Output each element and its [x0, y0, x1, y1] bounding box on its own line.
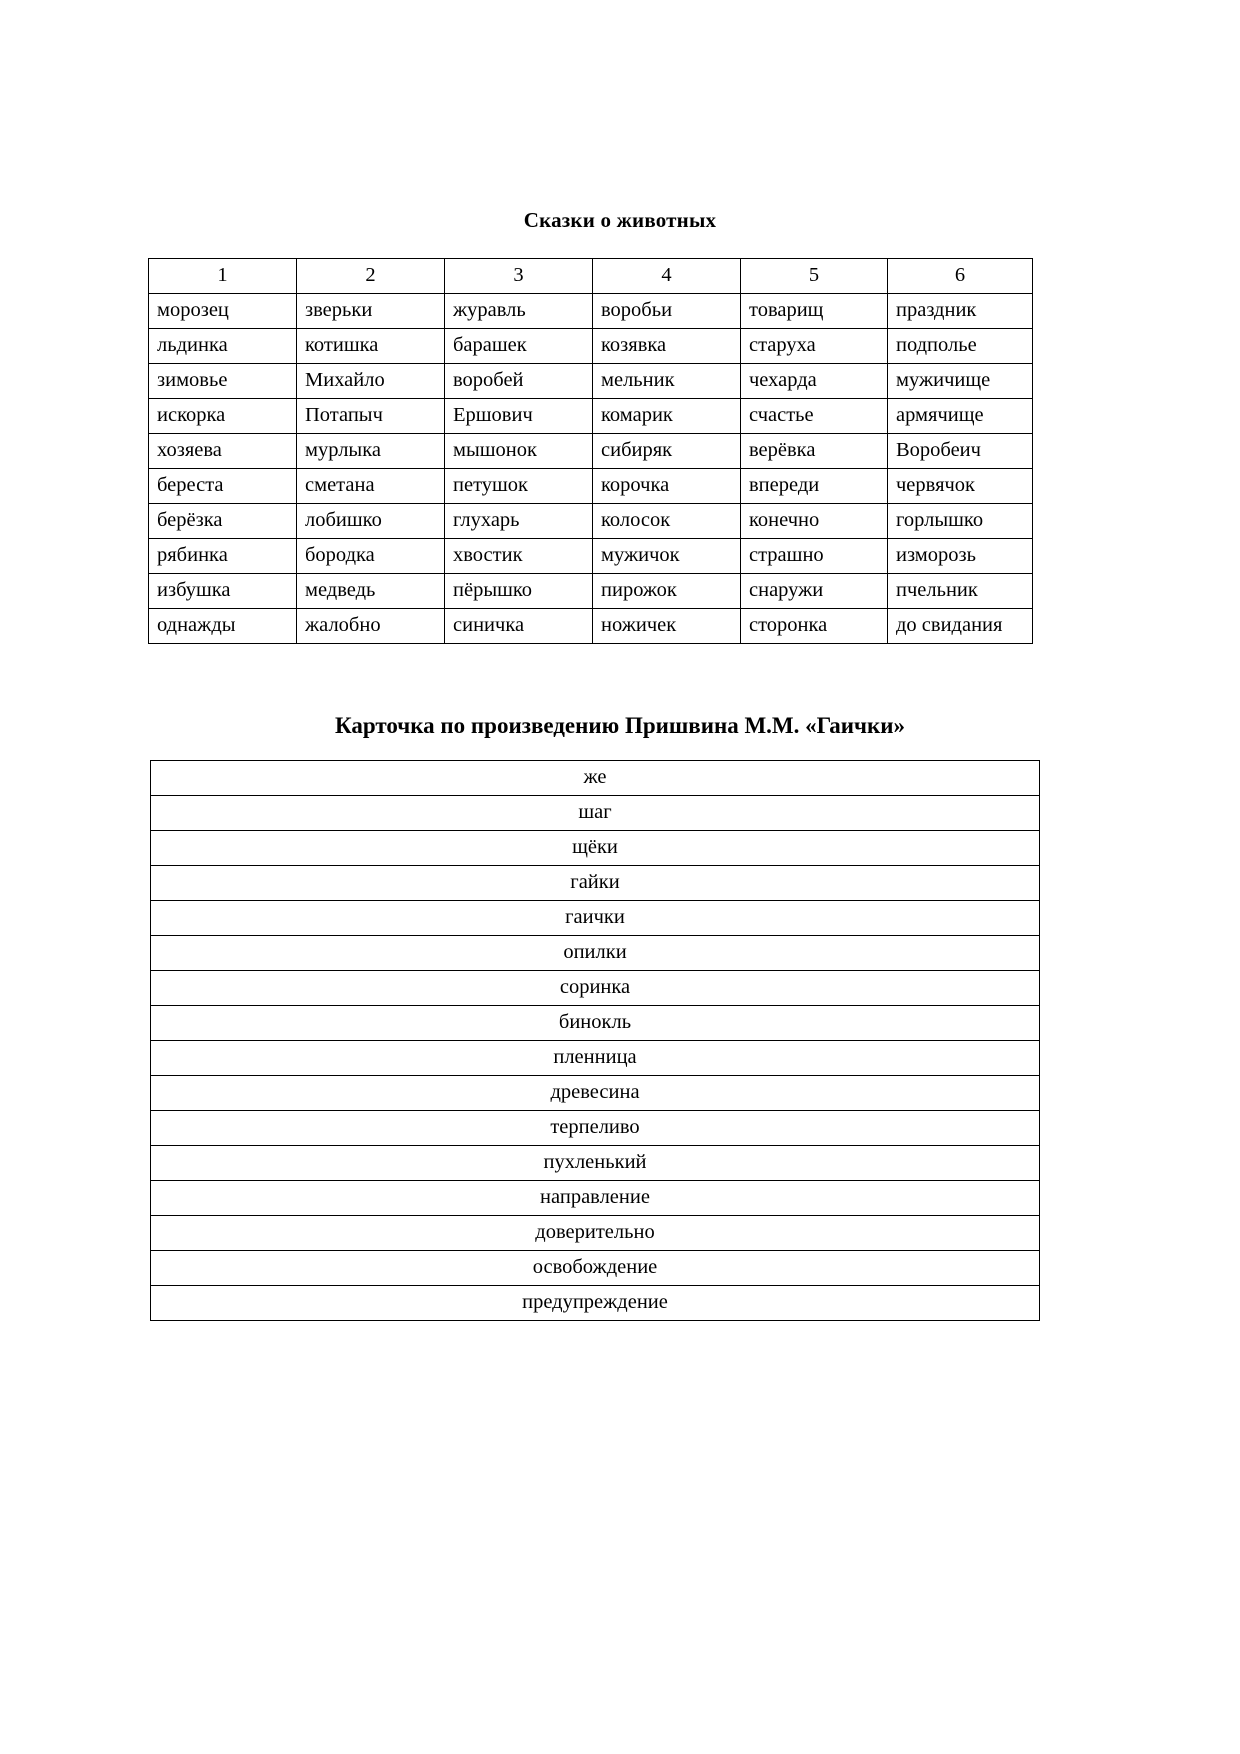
table-cell: страшно: [741, 539, 888, 574]
page-title-prishvin-card: Карточка по произведению Пришвина М.М. «Гаички»: [335, 713, 905, 738]
table-cell: воробьи: [593, 294, 741, 329]
table-cell: же: [151, 761, 1040, 796]
column-header: 2: [297, 259, 445, 294]
table-row: [149, 294, 1033, 329]
table-row: [151, 1251, 1040, 1286]
animal-tales-table: [148, 258, 1033, 644]
table-row: [151, 1006, 1040, 1041]
table-cell: хозяева: [149, 434, 297, 469]
table-row: [151, 1181, 1040, 1216]
column-header: 6: [888, 259, 1033, 294]
table-cell: шаг: [151, 796, 1040, 831]
table-cell: однажды: [149, 609, 297, 644]
table-cell: Потапыч: [297, 399, 445, 434]
table-cell: горлышко: [888, 504, 1033, 539]
table-cell: котишка: [297, 329, 445, 364]
table-cell: пухленький: [151, 1146, 1040, 1181]
table-cell: хвостик: [445, 539, 593, 574]
table-cell: праздник: [888, 294, 1033, 329]
table-cell: медведь: [297, 574, 445, 609]
table-cell: червячок: [888, 469, 1033, 504]
table-cell: гайки: [151, 866, 1040, 901]
table-cell: мурлыка: [297, 434, 445, 469]
table-row: [149, 434, 1033, 469]
table-row: [151, 831, 1040, 866]
table-cell: бородка: [297, 539, 445, 574]
table-cell: товарищ: [741, 294, 888, 329]
table-cell: старуха: [741, 329, 888, 364]
table-row: [151, 1041, 1040, 1076]
table-cell: армячище: [888, 399, 1033, 434]
prishvin-words-table-wrapper: [150, 760, 1040, 1321]
table-cell: мельник: [593, 364, 741, 399]
table-cell: воробей: [445, 364, 593, 399]
table-row: [151, 866, 1040, 901]
table-cell: изморозь: [888, 539, 1033, 574]
table-cell: козявка: [593, 329, 741, 364]
table-cell: глухарь: [445, 504, 593, 539]
table-cell: подполье: [888, 329, 1033, 364]
table-cell: щёки: [151, 831, 1040, 866]
table-row: [151, 1111, 1040, 1146]
table-row: [151, 796, 1040, 831]
table-cell: гаички: [151, 901, 1040, 936]
table-cell: морозец: [149, 294, 297, 329]
table-cell: ножичек: [593, 609, 741, 644]
table-cell: направление: [151, 1181, 1040, 1216]
table-cell: снаружи: [741, 574, 888, 609]
table-cell: жалобно: [297, 609, 445, 644]
table-cell: пёрышко: [445, 574, 593, 609]
table-header-row: [149, 259, 1033, 294]
table-cell: конечно: [741, 504, 888, 539]
table-cell: пирожок: [593, 574, 741, 609]
table-cell: комарик: [593, 399, 741, 434]
table-cell: впереди: [741, 469, 888, 504]
table-cell: лобишко: [297, 504, 445, 539]
table-cell: соринка: [151, 971, 1040, 1006]
table-row: [149, 399, 1033, 434]
table-row: [151, 1146, 1040, 1181]
table-cell: мышонок: [445, 434, 593, 469]
table-cell: мужичок: [593, 539, 741, 574]
table-cell: сторонка: [741, 609, 888, 644]
table-row: [151, 1216, 1040, 1251]
table-row: [149, 364, 1033, 399]
table-row: [151, 901, 1040, 936]
page-title-animal-tales: Сказки о животных: [523, 208, 717, 232]
table-cell: сметана: [297, 469, 445, 504]
column-header: 3: [445, 259, 593, 294]
table-cell: Михайло: [297, 364, 445, 399]
table-cell: предупреждение: [151, 1286, 1040, 1321]
column-header: 1: [149, 259, 297, 294]
table-row: [151, 936, 1040, 971]
column-header: 4: [593, 259, 741, 294]
table-cell: пленница: [151, 1041, 1040, 1076]
table-cell: зверьки: [297, 294, 445, 329]
table-row: [149, 539, 1033, 574]
table-cell: синичка: [445, 609, 593, 644]
table-cell: журавль: [445, 294, 593, 329]
table-cell: доверительно: [151, 1216, 1040, 1251]
table-cell: петушок: [445, 469, 593, 504]
table-cell: чехарда: [741, 364, 888, 399]
table-cell: береста: [149, 469, 297, 504]
table-cell: бинокль: [151, 1006, 1040, 1041]
table-cell: избушка: [149, 574, 297, 609]
table-cell: древесина: [151, 1076, 1040, 1111]
table-cell: барашек: [445, 329, 593, 364]
table-cell: искорка: [149, 399, 297, 434]
table-row: [149, 609, 1033, 644]
table-cell: сибиряк: [593, 434, 741, 469]
table-row: [151, 971, 1040, 1006]
table-cell: верёвка: [741, 434, 888, 469]
table-cell: Воробеич: [888, 434, 1033, 469]
prishvin-words-table: [150, 760, 1040, 1321]
table-cell: до свидания: [888, 609, 1033, 644]
table-row: [149, 329, 1033, 364]
table-cell: рябинка: [149, 539, 297, 574]
table-row: [149, 504, 1033, 539]
table-row: [149, 469, 1033, 504]
table-row: [151, 1286, 1040, 1321]
table-cell: корочка: [593, 469, 741, 504]
table-cell: опилки: [151, 936, 1040, 971]
table-cell: льдинка: [149, 329, 297, 364]
table-cell: Ершович: [445, 399, 593, 434]
table-cell: колосок: [593, 504, 741, 539]
table-cell: берёзка: [149, 504, 297, 539]
table-row: [151, 1076, 1040, 1111]
table-cell: терпеливо: [151, 1111, 1040, 1146]
column-header: 5: [741, 259, 888, 294]
table-cell: мужичище: [888, 364, 1033, 399]
table-row: [149, 574, 1033, 609]
table-cell: зимовье: [149, 364, 297, 399]
table-cell: освобождение: [151, 1251, 1040, 1286]
animal-tales-table-wrapper: [148, 258, 1032, 644]
table-cell: счастье: [741, 399, 888, 434]
table-row: [151, 761, 1040, 796]
table-cell: пчельник: [888, 574, 1033, 609]
